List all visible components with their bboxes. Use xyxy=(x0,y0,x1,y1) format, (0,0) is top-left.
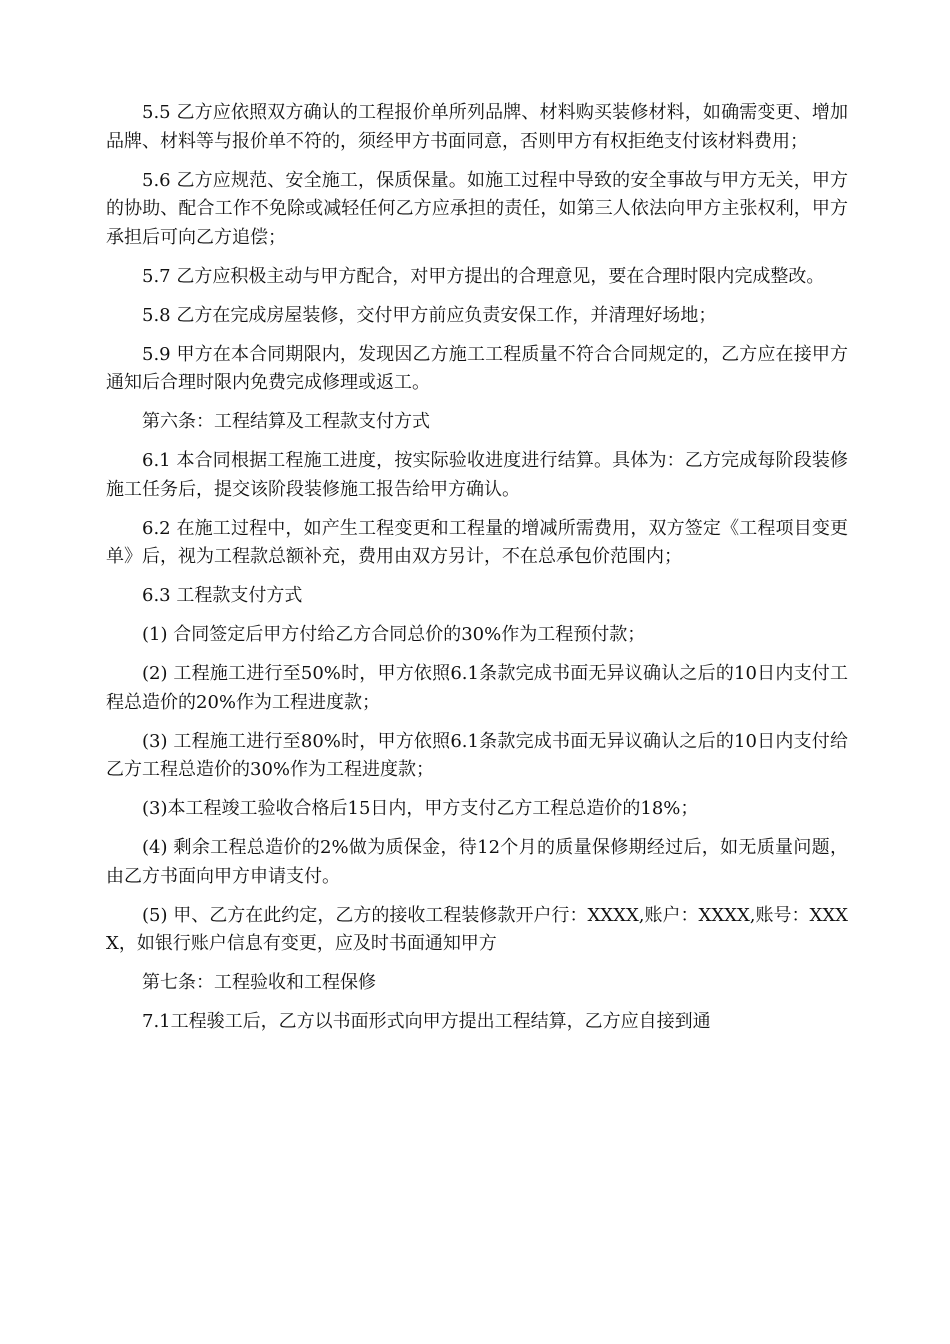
clause-5-7: 5.7 乙方应积极主动与甲方配合，对甲方提出的合理意见，要在合理时限内完成整改。 xyxy=(142,265,825,287)
payment-item-2: (2) 工程施工进行至50%时，甲方依照6.1条款完成书面无异议确认之后的10日内支付工程总造价的20%作为工程进度款； xyxy=(106,663,848,713)
clause-6-1: 6.1 本合同根据工程施工进度，按实际验收进度进行结算。具体为：乙方完成每阶段装修施工任务后，提交该阶段装修施工报告给甲方确认。 xyxy=(106,450,848,500)
clause-6-3: 6.3 工程款支付方式 xyxy=(142,585,303,606)
clause-5-6: 5.6 乙方应规范、安全施工，保质保量。如施工过程中导致的安全事故与甲方无关，甲方的协助、配合工作不免除或减轻任何乙方应承担的责任，如第三人依法向甲方主张权利，甲方承担后可向乙方追偿； xyxy=(106,169,848,248)
clause-7-1: 7.1工程骏工后，乙方以书面形式向甲方提出工程结算，乙方应自接到通 xyxy=(142,1011,711,1032)
payment-item-3: (3) 工程施工进行至80%时，甲方依照6.1条款完成书面无异议确认之后的10日内支付给乙方工程总造价的30%作为工程进度款； xyxy=(106,730,848,780)
article-7-heading: 第七条：工程验收和工程保修 xyxy=(142,972,376,993)
payment-item-1: (1) 合同签定后甲方付给乙方合同总价的30%作为工程预付款； xyxy=(142,624,646,645)
payment-item-3b: (3)本工程竣工验收合格后15日内，甲方支付乙方工程总造价的18%； xyxy=(142,798,699,819)
article-6-heading: 第六条：工程结算及工程款支付方式 xyxy=(142,411,430,432)
payment-item-5: (5) 甲、乙方在此约定，乙方的接收工程装修款开户行：XXXX,账户：XXXX,账号：XXXX，如银行账户信息有变更，应及时书面通知甲方 xyxy=(106,904,848,954)
document-page xyxy=(106,99,848,1037)
clause-6-2: 6.2 在施工过程中，如产生工程变更和工程量的增减所需费用，双方签定《工程项目变更单》后，视为工程款总额补充，费用由双方另计，不在总承包价范围内； xyxy=(106,517,848,567)
clause-5-5: 5.5 乙方应依照双方确认的工程报价单所列品牌、材料购买装修材料，如确需变更、增加品牌、材料等与报价单不符的，须经甲方书面同意，否则甲方有权拒绝支付该材料费用； xyxy=(106,102,848,152)
payment-item-4: (4) 剩余工程总造价的2%做为质保金，待12个月的质量保修期经过后，如无质量问题，由乙方书面向甲方申请支付。 xyxy=(106,837,848,887)
clause-5-8: 5.8 乙方在完成房屋装修，交付甲方前应负责安保工作，并清理好场地； xyxy=(142,304,717,326)
clause-5-9: 5.9 甲方在本合同期限内，发现因乙方施工工程质量不符合合同规定的，乙方应在接甲方通知后合理时限内免费完成修理或返工。 xyxy=(106,343,848,393)
